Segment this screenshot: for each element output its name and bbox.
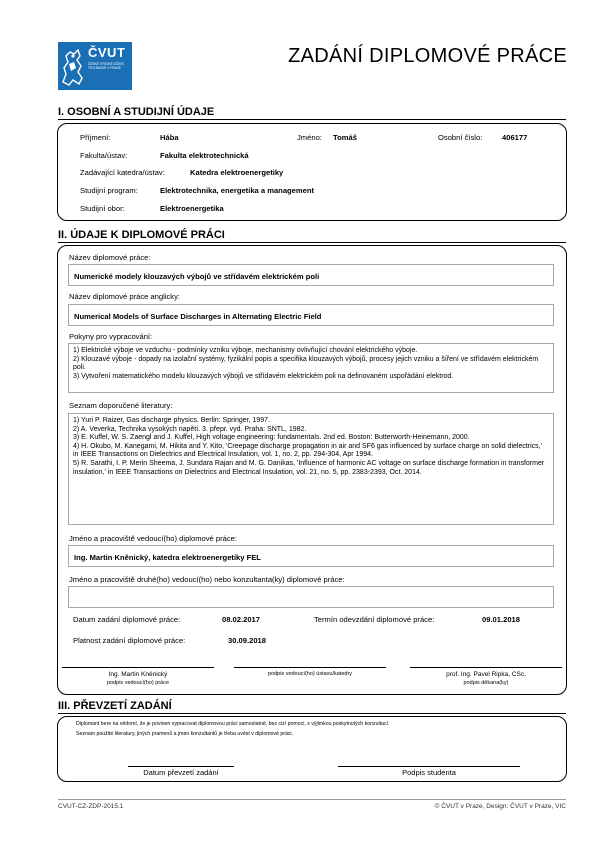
field-label: Studijní obor: <box>80 204 125 213</box>
section2-heading: II. ÚDAJE K DIPLOMOVÉ PRÁCI <box>58 229 225 241</box>
validity-value: 30.09.2018 <box>228 636 267 645</box>
faculty-label: Fakulta/ústav: <box>80 151 128 160</box>
title-en-field <box>68 304 554 326</box>
title-en-value: Numerical Models of Surface Discharges in Alternating Electric Field <box>74 312 322 321</box>
program-label: Studijní program: <box>80 186 138 195</box>
divider <box>58 713 566 714</box>
signature-line <box>62 667 214 668</box>
page-title: ZADÁNÍ DIPLOMOVÉ PRÁCE <box>288 45 567 67</box>
title-cz-label: Název diplomové práce: <box>69 253 151 262</box>
signature-line <box>410 667 562 668</box>
footer-form-code: CVUT-CZ-ZDP-2015.1 <box>58 803 124 810</box>
footer-divider <box>58 799 566 800</box>
assign-date-value: 08.02.2017 <box>222 615 261 624</box>
surname-label: Příjmení: <box>80 133 111 142</box>
handover-note-2: Seznam použité literatury, jiných pramenů a jmen konzultantů je třeba uvést v diplomové práci. <box>76 731 294 737</box>
second-supervisor-field <box>68 586 554 608</box>
supervisor-signature-caption: podpis vedoucí(ho) práce <box>106 680 170 686</box>
instructions-label: Pokyny pro vypracování: <box>69 332 153 341</box>
student-signature-line <box>338 766 520 767</box>
logo-subtitle: ČESKÉ VYSOKÉ UČENÍ TECHNICKÉ V PRAZE <box>88 62 124 71</box>
instructions-field: 1) Elektrické výboje ve vzduchu - podmínky vzniku výboje, mechanismy ovlivňující chování elektrického výboje. 2) Klouzavé výboje - dopady na izolační systémy, fyzikální popis a specifika klouzavých výbojů, procesy jejich vzniku a šíření ve střídavém elektrickém poli. 3) Vytvoření matematického modelu klouzavých výbojů ve střídavém elektrickém poli na definovaném uspořádání elektrod. <box>68 343 554 393</box>
supervisor-value: Ing. Martin Kněnický, katedra elektroenergetiky FEL <box>74 553 261 562</box>
title-cz-value: Numerické modely klouzavých výbojů ve střídavém elektrickém poli <box>74 272 320 281</box>
dept-value: Katedra elektroenergetiky <box>190 168 284 177</box>
id-label: Osobní číslo: <box>438 133 483 142</box>
dean-signature-name: prof. Ing. Pavel Ripka, CSc. <box>446 671 526 678</box>
validity-label: Platnost zadání diplomové práce: <box>73 636 186 645</box>
divider <box>58 242 566 243</box>
student-signature-caption: Podpis studenta <box>402 768 456 777</box>
section1-heading: I. OSOBNÍ A STUDIJNÍ ÚDAJE <box>58 106 215 118</box>
name-value: Tomáš <box>333 133 357 142</box>
literature-label: Seznam doporučené literatury: <box>69 401 173 410</box>
supervisor-field <box>68 545 554 567</box>
surname-value: Hába <box>160 133 179 142</box>
section3-heading: III. PŘEVZETÍ ZADÁNÍ <box>58 700 172 712</box>
field-value: Elektroenergetika <box>160 204 224 213</box>
id-value: 406177 <box>502 133 528 142</box>
faculty-value: Fakulta elektrotechnická <box>160 151 249 160</box>
head-signature-caption: podpis vedoucí(ho) ústavu/katedry <box>267 671 353 677</box>
divider <box>58 119 566 120</box>
signature-line <box>234 667 386 668</box>
supervisor-label: Jméno a pracoviště vedoucí(ho) diplomové práce: <box>69 534 237 543</box>
dept-label: Zadávající katedra/ústav: <box>80 168 165 177</box>
literature-field: 1) Yuri P. Raizer, Gas discharge physics. Berlin: Springer, 1997. 2) A. Veverka, Technika vysokých napětí. 3. přepr. vyd. Praha: SNTL, 1982. 3) E. Kuffel, W. S. Zaengl and J. Kuffel, High voltage engineering: fundamentals. 2nd ed. Boston: Butterworth-Heinemann, 2000. 4) H. Okubo, M. Kanegami, M. Hikita and Y. Kito, 'Creepage discharge propagation in air and SF6 gas influenced by surface charge on solid dielectrics,' in IEEE Transactions on Dielectrics and Electrical Insulation, vol. 1, no. 2, pp. 294-304, Apr 1994. 5) R. Sarathi, I. P. Merin Sheema, J. Sundara Rajan and M. G. Danikas, 'Influence of harmonic AC voltage on surface discharge formation in transformer insulation,' in IEEE Transactions on Dielectrics and Electrical Insulation, vol. 21, no. 5, pp. 2383-2393, Oct. 2014. <box>68 413 554 525</box>
dean-signature-caption: podpis děkana(ky) <box>463 680 509 686</box>
cvut-logo <box>58 42 132 90</box>
program-value: Elektrotechnika, energetika a management <box>160 186 315 195</box>
logo-title: ČVUT <box>88 45 126 60</box>
second-supervisor-label: Jméno a pracoviště druhé(ho) vedoucí(ho) nebo konzultanta(ky) diplomové práce: <box>69 575 345 584</box>
handover-note-1: Diplomant bere na vědomí, že je povinen vypracovat diplomovou práci samostatně, bez cizí pomoci, s výjimkou poskytnutých konzultací. <box>76 721 390 727</box>
assign-date-label: Datum zadání diplomové práce: <box>73 615 181 624</box>
name-label: Jméno: <box>297 133 322 142</box>
date-line <box>128 766 234 767</box>
title-cz-field <box>68 264 554 286</box>
title-en-label: Název diplomové práce anglicky: <box>69 292 181 301</box>
lion-emblem-icon <box>60 44 86 88</box>
footer-copyright: © ČVUT v Praze, Design: ČVUT v Praze, VIC <box>434 803 566 810</box>
supervisor-signature-name: Ing. Martin Kněnický <box>108 671 168 678</box>
deadline-label: Termín odevzdání diplomové práce: <box>314 615 435 624</box>
deadline-value: 09.01.2018 <box>482 615 521 624</box>
handover-date-caption: Datum převzetí zadání <box>143 768 219 777</box>
